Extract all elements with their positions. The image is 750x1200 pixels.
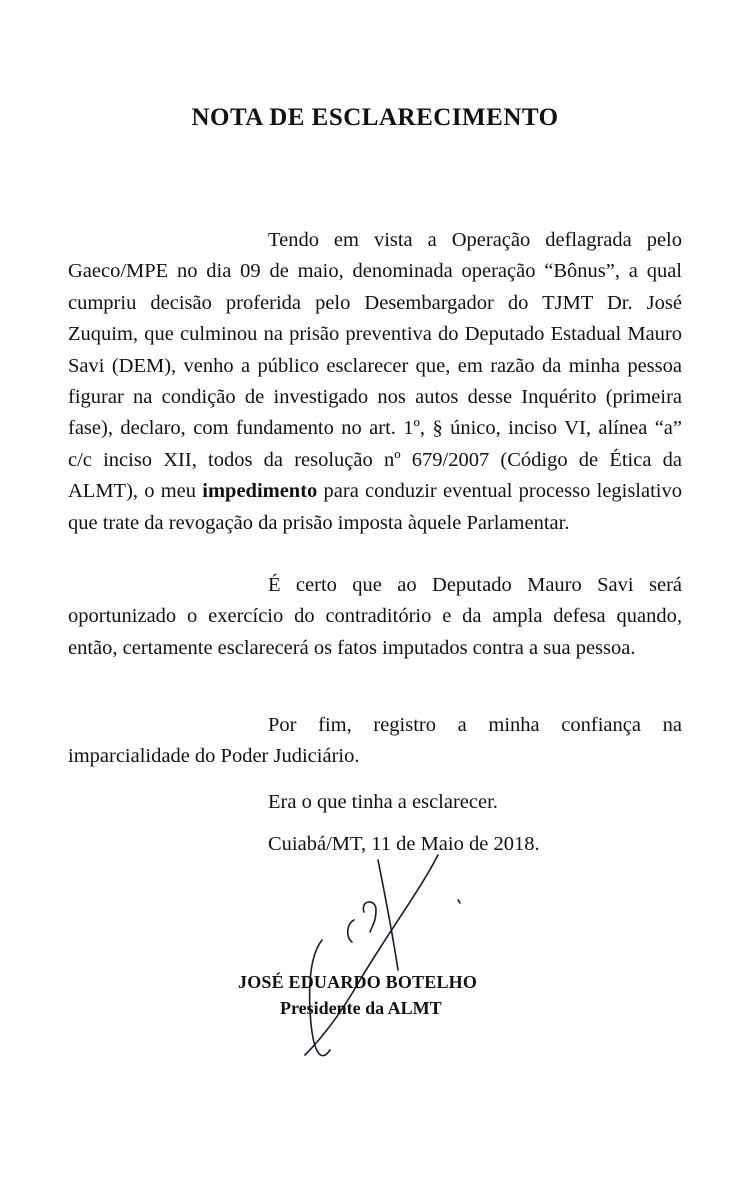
paragraph-3 xyxy=(68,710,682,773)
paragraph-2 xyxy=(68,570,682,664)
paragraph-1-emphasis: impedimento xyxy=(202,480,318,503)
paragraph-1 xyxy=(68,225,682,539)
dateline: Cuiabá/MT, 11 de Maio de 2018. xyxy=(268,833,540,855)
signatory-name: JOSÉ EDUARDO BOTELHO xyxy=(238,972,478,992)
handwritten-signature xyxy=(280,850,480,1080)
signatory-role: Presidente da ALMT xyxy=(280,998,442,1018)
paragraph-2-text: É certo que ao Deputado Mauro Savi será oportunizado o exercício do contraditório e da ampla defesa quando, então, certamente esclarecerá os fatos imputados contra a sua pessoa. xyxy=(68,574,682,659)
paragraph-3-text: Por fim, registro a minha confiança na imparcialidade do Poder Judiciário. xyxy=(68,714,682,768)
document-title: NOTA DE ESCLARECIMENTO xyxy=(191,104,559,131)
paragraph-1-text-b: para conduzir eventual processo legislativo que trate da revogação da prisão imposta àquele Parlamentar. xyxy=(68,480,682,534)
paragraph-1-text-a: Tendo em vista a Operação deflagrada pelo Gaeco/MPE no dia 09 de maio, denominada operação “Bônus”, a qual cumpriu decisão proferida pelo Desembargador do TJMT Dr. José Zuquim, que culminou na prisão preventiva do Deputado Estadual Mauro Savi (DEM), venho a público esclarecer que, em razão da minha pessoa figurar na condição de investigado nos autos desse Inquérito (primeira fase), declaro, com fundamento no art. 1º, § único, inciso VI, alínea “a” c/c inciso XII, todos da resolução nº 679/2007 (Código de Ética da ALMT), o meu xyxy=(68,229,682,503)
closing-line: Era o que tinha a esclarecer. xyxy=(268,791,498,813)
